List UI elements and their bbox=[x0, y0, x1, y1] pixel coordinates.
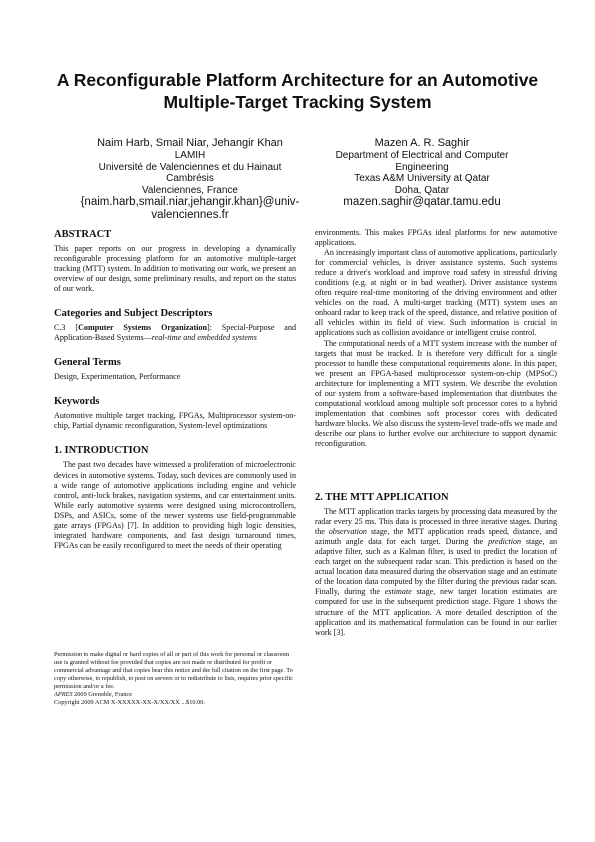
mtt-paragraph bbox=[315, 507, 557, 638]
venue-location: 2009 Grenoble, France bbox=[72, 691, 132, 698]
mtt-heading: 2. THE MTT APPLICATION bbox=[315, 492, 449, 504]
author-block-right bbox=[318, 136, 526, 209]
keywords-text: Automotive multiple target tracking, FPGAs, Multiprocessor system-on-chip, Partial dynamic reconfiguration, System-level optimizations bbox=[54, 411, 296, 431]
category-bold: Computer Systems Organization bbox=[78, 323, 207, 333]
permission-footnote bbox=[54, 651, 296, 707]
general-terms-heading: General Terms bbox=[54, 357, 121, 369]
left-column bbox=[54, 228, 296, 551]
author-email[interactable]: {naim.harb,smail.niar,jehangir.khan}@univ-valenciennes.fr bbox=[80, 196, 300, 221]
permission-text: Permission to make digital or hard copies of all or part of this work for personal or classroom use is granted without fee provided that copies are not made or distributed for profit or commercial advantage and that copies bear this notice and the full citation on the first page. To copy otherwise, to republish, to post on servers or to redistribute to lists, requires prior specific permission and/or a fee. bbox=[54, 651, 293, 690]
mtt-italic: observation bbox=[328, 527, 367, 537]
author-email[interactable]: mazen.saghir@qatar.tamu.edu bbox=[343, 196, 501, 208]
abstract-heading: ABSTRACT bbox=[54, 229, 112, 240]
intro-paragraph-continued: environments. This makes FPGAs ideal platforms for new automotive applications. bbox=[315, 228, 557, 248]
right-column bbox=[315, 228, 557, 638]
mtt-italic: estimate bbox=[384, 587, 412, 597]
affiliation-line: LAMIH bbox=[174, 150, 206, 161]
author-names: Mazen A. R. Saghir bbox=[374, 137, 470, 149]
categories-heading: Categories and Subject Descriptors bbox=[54, 308, 213, 320]
affiliation-line: Université de Valenciennes et du Hainaut bbox=[98, 161, 282, 173]
affiliation-line: Valenciennes, France bbox=[142, 184, 238, 196]
category-rest: ]: Special-Purpose and Application-Based Systems— bbox=[54, 323, 296, 343]
author-block-left bbox=[72, 136, 308, 222]
introduction-heading: 1. INTRODUCTION bbox=[54, 445, 149, 457]
keywords-heading: Keywords bbox=[54, 396, 100, 408]
mtt-text: stage, the MTT application reads speed, distance, and azimuth angle data for each target. During the bbox=[315, 527, 557, 547]
affiliation-line: Engineering bbox=[395, 161, 449, 173]
intro-paragraph: An increasingly important class of automotive applications, particularly for commercial vehicles, is driver assistance systems. Such systems reduce a driver's workload and improve road safety in stressful driving conditions (e.g. at night or in bad weather). Driver assistance systems often require real-time monitoring of the driving environment and other vehicles on the road. A multi-target tracking (MTT) system uses an onboard radar to keep track of the speed, distance, and relative position of all vehicles within its field of view. Such information is crucial in applications such as collision avoidance or intelligent cruise control. bbox=[315, 248, 557, 338]
mtt-text: The MTT application tracks targets by processing data measured by the radar every 25 ms. This data is processed in three iterative stages. During the bbox=[315, 507, 557, 537]
author-names: Naim Harb, Smail Niar, Jehangir Khan bbox=[97, 137, 283, 149]
category-code: C.3 [ bbox=[54, 323, 79, 333]
categories-text bbox=[54, 323, 296, 343]
affiliation-line: Doha, Qatar bbox=[394, 184, 450, 196]
paper-title: A Reconfigurable Platform Architecture for an Automotive Multiple-Target Tracking System bbox=[56, 70, 539, 112]
copyright-line: Copyright 2009 ACM X-XXXXX-XX-X/XX/XX ...$10.00. bbox=[54, 699, 205, 706]
affiliation-line: Cambrésis bbox=[166, 173, 214, 184]
intro-paragraph: The computational needs of a MTT system increase with the number of targets that must be tracked. It is therefore very difficult for a single processor to handle these computational requirements alone. In this paper, we present an FPGA-based multiprocessor system-on-chip (MPSoC) architecture for implementing a MTT system. We describe the evolution of our system from a software-based implementation that distributes the computational workload among multiple soft processor cores to a hybrid implementation that combines soft processor cores with dedicated hardware blocks. We also discuss the system-level trade-offs we made and describe our plans to further evolve our architecture to support dynamic reconfiguration. bbox=[315, 338, 557, 448]
category-italic: real-time and embedded systems bbox=[151, 333, 257, 343]
abstract-text: This paper reports on our progress in developing a dynamically reconfigurable processing platform for an automotive multiple-target tracking (MTT) system. In addition to motivating our work, we present an overview of our design, some preliminary results, and report on the status of our work. bbox=[54, 244, 296, 294]
affiliation-line: Texas A&M University at Qatar bbox=[354, 173, 490, 184]
general-terms-text: Design, Experimentation, Performance bbox=[54, 372, 181, 382]
mtt-text: stage, new target location estimates are computed for use in the subsequent prediction stage. Figure 1 shows the structure of the MTT application. A more detailed description of the application and its mathematical formulation can be found in our earlier work [3]. bbox=[315, 587, 557, 637]
intro-paragraph: The past two decades have witnessed a proliferation of microelectronic devices in automotive systems. Today, such devices are commonly used in a wide range of automotive applications including engine and vehicle control, anti-lock brakes, navigation systems, and car entertainment units. While early automotive systems were designed using microcontrollers, DSPs, and ASICs, some of the newer systems use field-programmable gate arrays (FPGAs) [7]. In addition to providing high logic densities, integrated hardware components, and fast design turnaround times, FPGAs can be easily reconfigured to meet the needs of their operating bbox=[54, 460, 296, 550]
mtt-text: stage, an adaptive filter, such as a Kalman filter, is used to predict the location of each target on the subsequent radar scan. This prediction is based on the actual location data measured during the observation stage and an estimate of the location data computed by the filter during the previous radar scan. Finally, during the bbox=[315, 537, 557, 597]
mtt-italic: prediction bbox=[488, 537, 522, 547]
venue-line bbox=[54, 691, 296, 699]
venue-name: APRES bbox=[54, 691, 73, 698]
affiliation-line: Department of Electrical and Computer bbox=[335, 150, 509, 161]
